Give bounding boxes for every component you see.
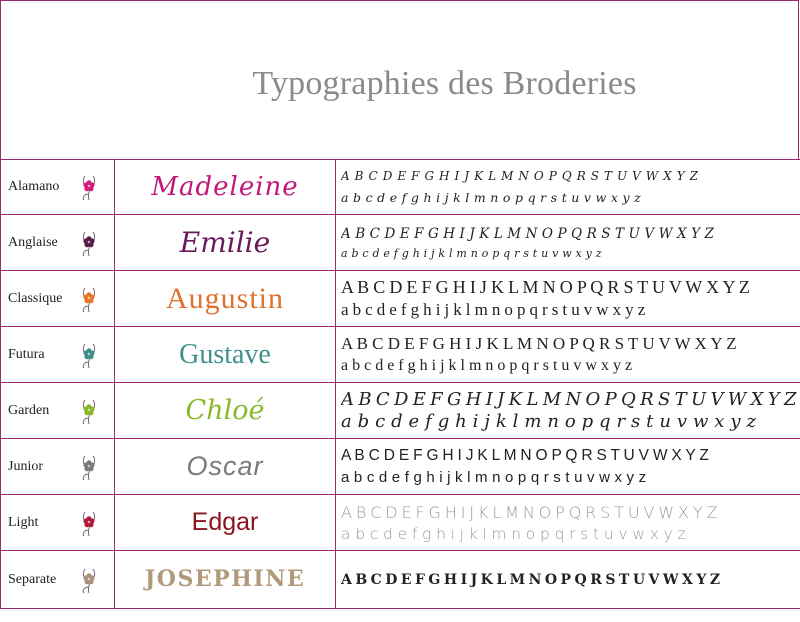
- sample-cell: [115, 215, 336, 271]
- flower-icon: [78, 508, 100, 538]
- table-row: [1, 383, 800, 439]
- alphabet-uppercase: A B C D E F G H I J K L M N O P Q R S T U V W X Y Z: [341, 334, 737, 353]
- alphabet-uppercase: A B C D E F G H I J K L M N O P Q R S T U V W X Y Z: [341, 502, 717, 522]
- alphabet-cell: [336, 439, 800, 495]
- alphabet-cell: [336, 215, 800, 271]
- flower-icon: [78, 452, 100, 482]
- sample-cell: [115, 383, 336, 439]
- alphabet-uppercase: A B C D E F G H I J K L M N O P Q R S T U V W X Y Z: [341, 447, 709, 464]
- flower-icon: [78, 565, 100, 595]
- table-row: [1, 215, 800, 271]
- sample-name: JOSEPHINE: [144, 566, 306, 592]
- alphabet-cell: [336, 160, 800, 215]
- alphabet-uppercase: A B C D E F G H I J K L M N O P Q R S T U V W X Y Z: [341, 277, 750, 297]
- font-name: Junior: [8, 458, 43, 474]
- font-name: Futura: [8, 346, 45, 362]
- font-name-cell: [1, 271, 115, 327]
- alphabet-lowercase: a b c d e f g h i j k l m n o p q r s t u v w x y z: [341, 246, 602, 260]
- font-name-cell: [1, 495, 115, 551]
- font-name: Separate: [8, 571, 57, 587]
- table-row: [1, 495, 800, 551]
- alphabet-lowercase: a b c d e f g h i j k l m n o p q r s t u v w x y z: [341, 300, 646, 319]
- alphabet-cell: [336, 495, 800, 551]
- alphabet-uppercase: A B C D E F G H I J K L M N O P Q R S T U V W X Y Z: [341, 571, 720, 588]
- alphabet-lowercase: a b c d e f g h i j k l m n o p q r s t u v w x y z: [341, 411, 757, 432]
- sample-cell: [115, 439, 336, 495]
- sample-name: Madeleine: [151, 172, 299, 202]
- flower-icon: [78, 284, 100, 314]
- alphabet-lowercase: a b c d e f g h i j k l m n o p q r s t u v w x y z: [341, 524, 686, 543]
- alphabet-cell: [336, 271, 800, 327]
- font-name-cell: [1, 551, 115, 609]
- sample-name: Augustin: [165, 281, 284, 315]
- table-row: [1, 160, 800, 215]
- alphabet-uppercase: A B C D E F G H I J K L M N O P Q R S T U V W X Y Z: [341, 169, 699, 183]
- alphabet-uppercase: A B C D E F G H I J K L M N O P Q R S T U V W X Y Z: [341, 389, 796, 410]
- sample-cell: [115, 160, 336, 215]
- font-name-cell: [1, 439, 115, 495]
- sample-name: Chloé: [185, 395, 265, 426]
- flower-icon: [78, 228, 100, 258]
- sample-name: Edgar: [191, 508, 259, 536]
- alphabet-cell: [336, 383, 800, 439]
- page-title: Typographies des Broderies: [252, 65, 637, 102]
- font-name: Alamano: [8, 179, 60, 194]
- alphabet-lowercase: a b c d e f g h i j k l m n o p q r s t u v w x y z: [341, 469, 647, 486]
- sample-name: Oscar: [186, 451, 264, 481]
- font-name: Classique: [8, 290, 63, 306]
- font-name: Garden: [8, 402, 50, 418]
- sample-cell: [115, 327, 336, 383]
- table-row: [1, 439, 800, 495]
- sample-cell: [115, 495, 336, 551]
- table-row: [1, 551, 800, 609]
- alphabet-cell: [336, 551, 800, 609]
- sample-cell: [115, 551, 336, 609]
- sample-name: Gustave: [179, 338, 271, 370]
- alphabet-cell: [336, 327, 800, 383]
- font-name-cell: [1, 383, 115, 439]
- flower-icon: [78, 172, 100, 202]
- font-name: Anglaise: [8, 234, 58, 250]
- font-name: Light: [8, 514, 39, 530]
- table-row: [1, 271, 800, 327]
- font-name-cell: [1, 215, 115, 271]
- alphabet-lowercase: a b c d e f g h i j k l m n o p q r s t u v w x y z: [341, 357, 633, 374]
- fonts-table: [0, 159, 800, 609]
- flower-icon: [78, 396, 100, 426]
- alphabet-uppercase: A B C D E F G H I J K L M N O P Q R S T U V W X Y Z: [341, 225, 714, 242]
- flower-icon: [78, 340, 100, 370]
- sample-cell: [115, 271, 336, 327]
- sample-name: Emilie: [179, 225, 271, 259]
- table-row: [1, 327, 800, 383]
- font-name-cell: [1, 160, 115, 215]
- font-name-cell: [1, 327, 115, 383]
- alphabet-lowercase: a b c d e f g h i j k l m n o p q r s t u v w x y z: [341, 190, 641, 205]
- title-box: [0, 0, 799, 159]
